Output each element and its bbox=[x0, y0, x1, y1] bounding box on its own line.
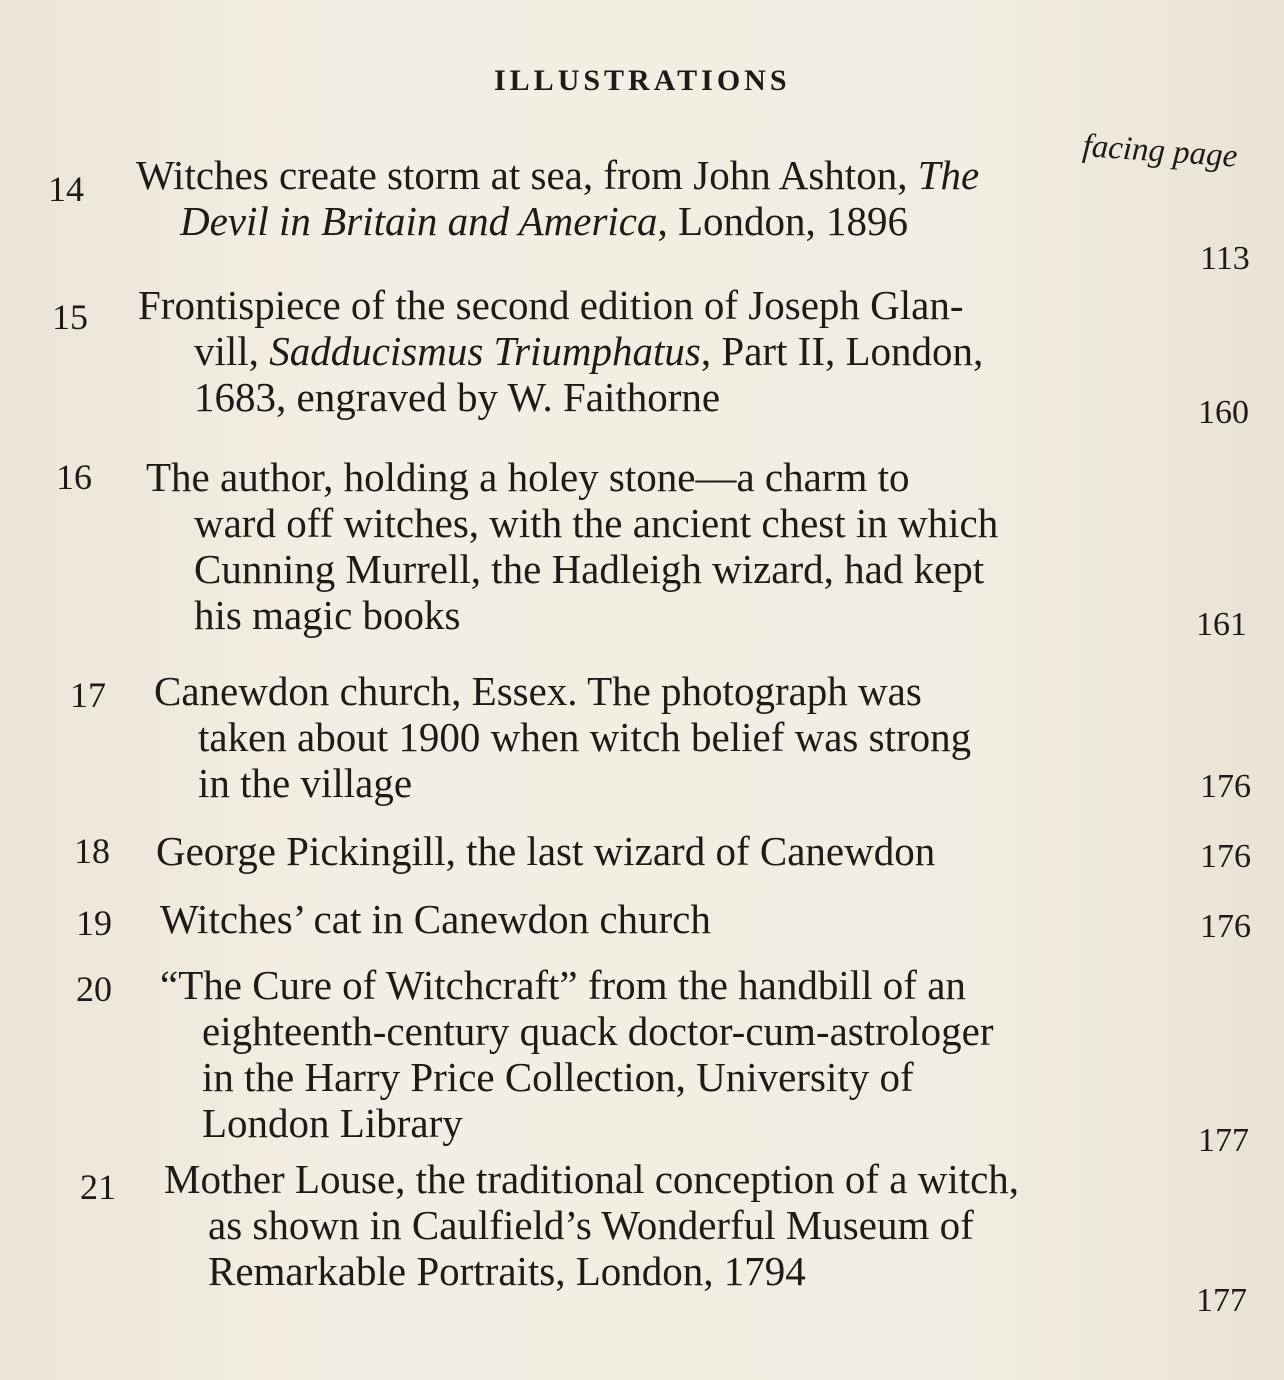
caption-line: ward off witches, with the ancient chest in which bbox=[194, 500, 999, 546]
entry-number: 21 bbox=[80, 1167, 116, 1207]
caption-line: Witches create storm at sea, from John Ashton, The bbox=[136, 152, 980, 198]
entry-page-number: 113 bbox=[1200, 240, 1250, 277]
caption-line: The author, holding a holey stone—a charm to bbox=[146, 454, 910, 500]
caption-line: vill, Sadducismus Triumphatus, Part II, London, bbox=[194, 328, 984, 374]
entry-number: 18 bbox=[74, 831, 110, 871]
entry-page-number: 160 bbox=[1198, 394, 1249, 431]
facing-page-label: facing page bbox=[1081, 128, 1239, 175]
entry-number: 19 bbox=[76, 903, 112, 943]
caption-line: taken about 1900 when witch belief was strong bbox=[198, 714, 972, 760]
entry-number: 15 bbox=[52, 297, 88, 337]
entry-caption bbox=[160, 896, 1150, 942]
caption-line: Frontispiece of the second edition of Joseph Glan- bbox=[138, 282, 964, 328]
entry-page-number: 177 bbox=[1198, 1122, 1249, 1159]
entry-page-number: 176 bbox=[1200, 908, 1251, 945]
caption-line: Cunning Murrell, the Hadleigh wizard, had kept bbox=[194, 546, 985, 592]
caption-line: Witches’ cat in Canewdon church bbox=[160, 896, 711, 942]
caption-line: London Library bbox=[202, 1100, 463, 1146]
entry-caption bbox=[138, 282, 1148, 420]
caption-line: George Pickingill, the last wizard of Canewdon bbox=[156, 828, 936, 874]
caption-line: in the village bbox=[198, 760, 413, 806]
page-heading: ILLUSTRATIONS bbox=[494, 64, 791, 97]
caption-line: his magic books bbox=[194, 592, 461, 638]
entry-number: 14 bbox=[48, 169, 84, 209]
caption-line: eighteenth-century quack doctor-cum-astrologer bbox=[202, 1008, 994, 1054]
caption-line: in the Harry Price Collection, University of bbox=[202, 1054, 914, 1100]
entry-caption bbox=[146, 454, 1146, 638]
entry-page-number: 176 bbox=[1200, 768, 1251, 805]
entry-page-number: 161 bbox=[1196, 606, 1247, 643]
caption-line: as shown in Caulfield’s Wonderful Museum of bbox=[208, 1202, 974, 1248]
caption-line: Devil in Britain and America, London, 1896 bbox=[180, 198, 909, 244]
entry-caption bbox=[160, 962, 1135, 1146]
entry-page-number: 176 bbox=[1200, 838, 1251, 875]
caption-line: 1683, engraved by W. Faithorne bbox=[194, 374, 721, 420]
entry-caption bbox=[164, 1156, 1139, 1294]
entry-number: 20 bbox=[76, 969, 112, 1009]
entry-number: 16 bbox=[56, 457, 92, 497]
entry-caption bbox=[156, 828, 1146, 874]
entry-caption bbox=[154, 668, 1144, 806]
entry-number: 17 bbox=[70, 675, 106, 715]
caption-line: “The Cure of Witchcraft” from the handbill of an bbox=[160, 962, 966, 1008]
entry-page-number: 177 bbox=[1196, 1282, 1247, 1319]
entry-caption bbox=[136, 152, 1146, 244]
caption-line: Canewdon church, Essex. The photograph was bbox=[154, 668, 922, 714]
caption-line: Mother Louse, the traditional conception of a witch, bbox=[164, 1156, 1020, 1202]
caption-line: Remarkable Portraits, London, 1794 bbox=[208, 1248, 806, 1294]
